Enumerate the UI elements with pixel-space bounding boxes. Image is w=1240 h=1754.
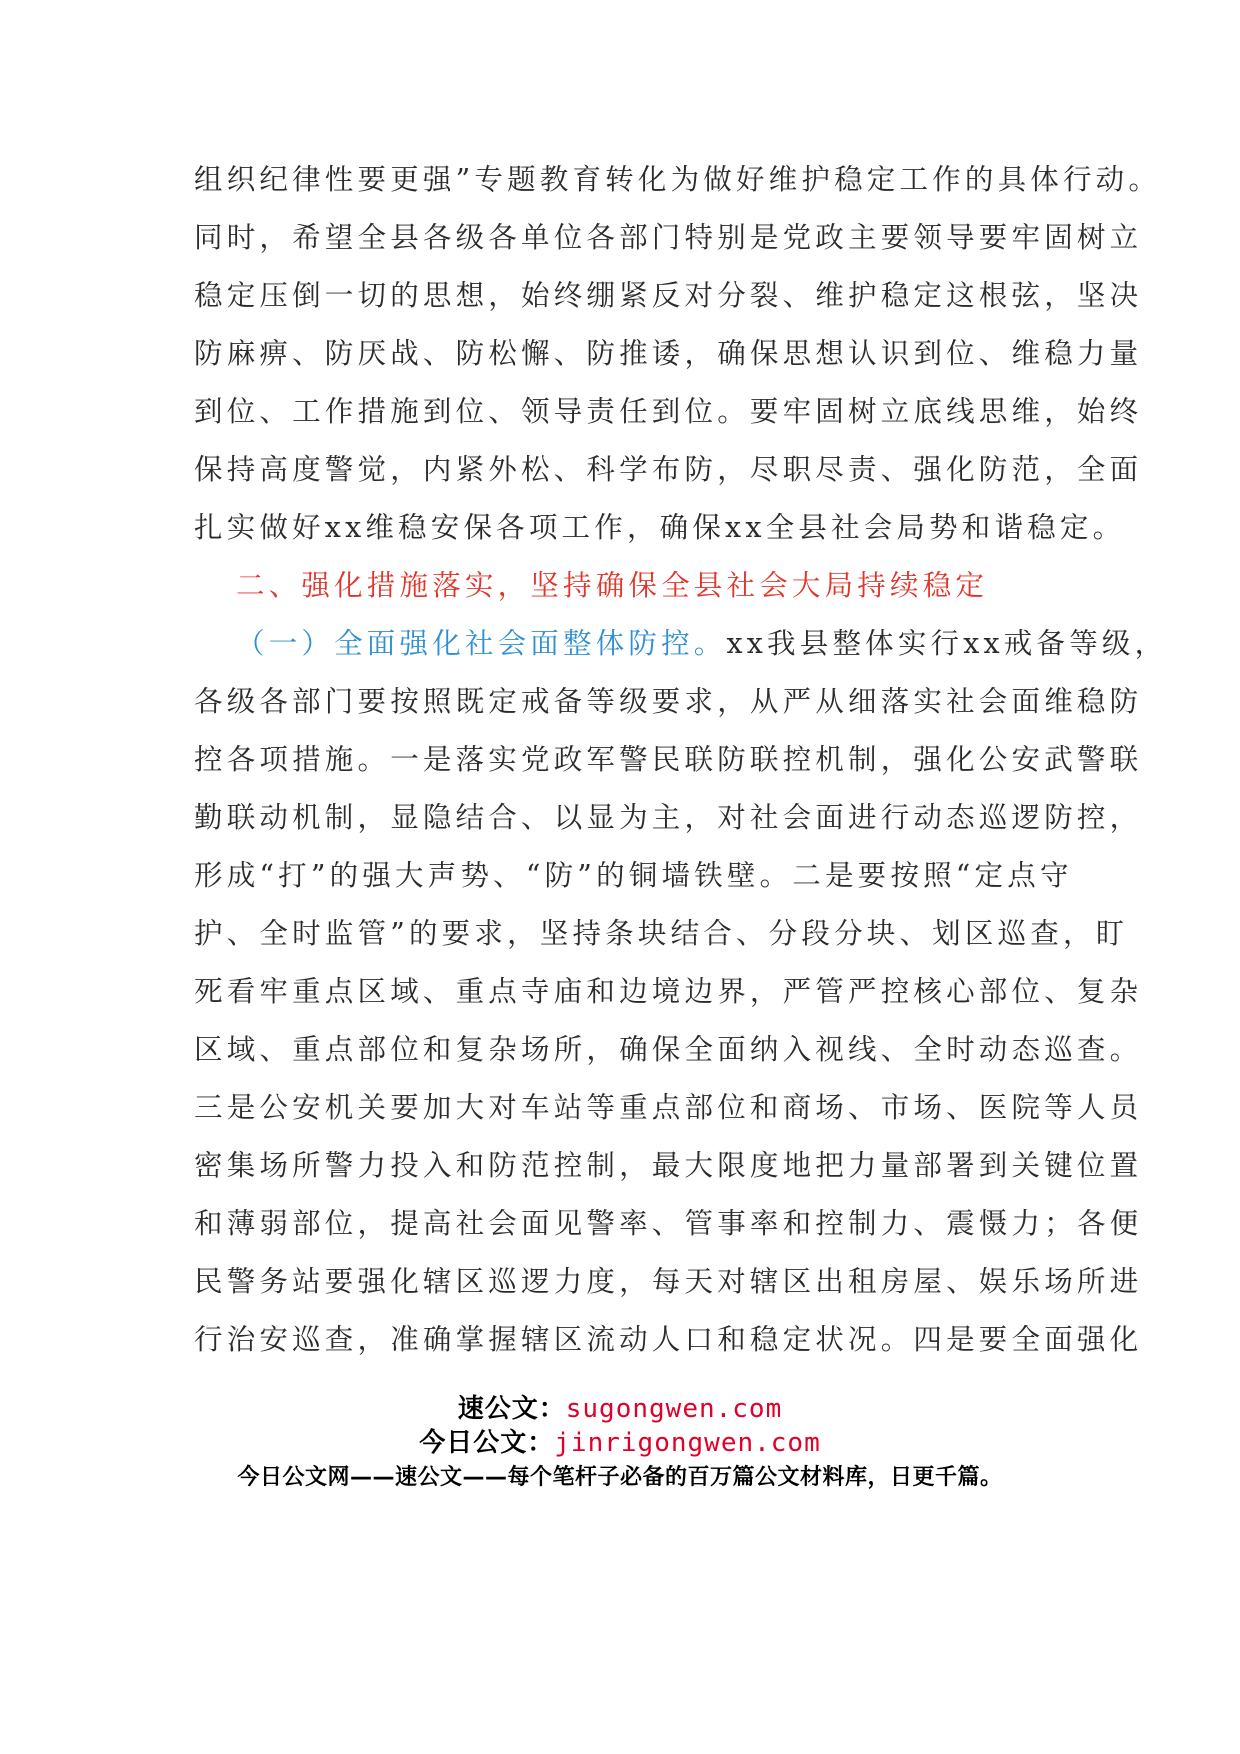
- body-line: 行治安巡查，准确掌握辖区流动人口和稳定状况。四是要全面强化: [194, 1323, 1143, 1356]
- body-line: 保持高度警觉，内紧外松、科学布防，尽职尽责、强化防范，全面: [194, 453, 1143, 486]
- body-line: 防麻痹、防厌战、防松懈、防推诿，确保思想认识到位、维稳力量: [194, 337, 1143, 370]
- section-heading: 二、强化措施落实，坚持确保全县社会大局持续稳定: [236, 569, 989, 602]
- body-line: 同时，希望全县各级各单位各部门特别是党政主要领导要牢固树立: [194, 221, 1143, 254]
- body-line: 和薄弱部位，提高社会面见警率、管事率和控制力、震慑力；各便: [194, 1207, 1143, 1240]
- footer-label: 速公文：: [457, 1394, 566, 1424]
- body-line: 三是公安机关要加大对车站等重点部位和商场、市场、医院等人员: [194, 1091, 1143, 1124]
- body-line: 护、全时监管”的要求，坚持条块结合、分段分块、划区巡查，盯: [194, 917, 1129, 950]
- subsection-title: （一）全面强化社会面整体防控。: [236, 627, 727, 660]
- footer-tagline: 今日公文网——速公文——每个笔杆子必备的百万篇公文材料库，日更千篇。: [237, 1465, 1003, 1490]
- body-line: 稳定压倒一切的思想，始终绷紧反对分裂、维护稳定这根弦，坚决: [194, 279, 1143, 312]
- footer-label: 今日公文：: [419, 1428, 555, 1458]
- footer-sugongwen: [0, 1388, 1240, 1425]
- body-line: 勤联动机制，显隐结合、以显为主，对社会面进行动态巡逻防控，: [194, 801, 1143, 834]
- body-line: 密集场所警力投入和防范控制，最大限度地把力量部署到关键位置: [194, 1149, 1143, 1182]
- body-line: 民警务站要强化辖区巡逻力度，每天对辖区出租房屋、娱乐场所进: [194, 1265, 1143, 1298]
- footer-link-sugongwen[interactable]: sugongwen.com: [565, 1394, 783, 1424]
- footer-jinrigongwen: [0, 1422, 1240, 1459]
- footer-link-jinrigongwen[interactable]: jinrigongwen.com: [554, 1428, 821, 1458]
- body-line: 控各项措施。一是落实党政军警民联防联控机制，强化公安武警联: [194, 743, 1143, 776]
- subsection-first-text: xx我县整体实行xx戒备等级，: [726, 627, 1168, 660]
- body-line: 扎实做好xx维稳安保各项工作，确保xx全县社会局势和谐稳定。: [194, 511, 1126, 544]
- body-line: 到位、工作措施到位、领导责任到位。要牢固树立底线思维，始终: [194, 395, 1143, 428]
- body-line: 各级各部门要按照既定戒备等级要求，从严从细落实社会面维稳防: [194, 685, 1143, 718]
- body-line: 组织纪律性要更强”专题教育转化为做好维护稳定工作的具体行动。: [194, 163, 1162, 196]
- body-line: 区域、重点部位和复杂场所，确保全面纳入视线、全时动态巡查。: [194, 1033, 1143, 1066]
- body-line: 形成“打”的强大声势、“防”的铜墙铁壁。二是要按照“定点守: [194, 859, 1073, 892]
- subsection-first-line: [236, 624, 1167, 664]
- body-line: 死看牢重点区域、重点寺庙和边境边界，严管严控核心部位、复杂: [194, 975, 1143, 1008]
